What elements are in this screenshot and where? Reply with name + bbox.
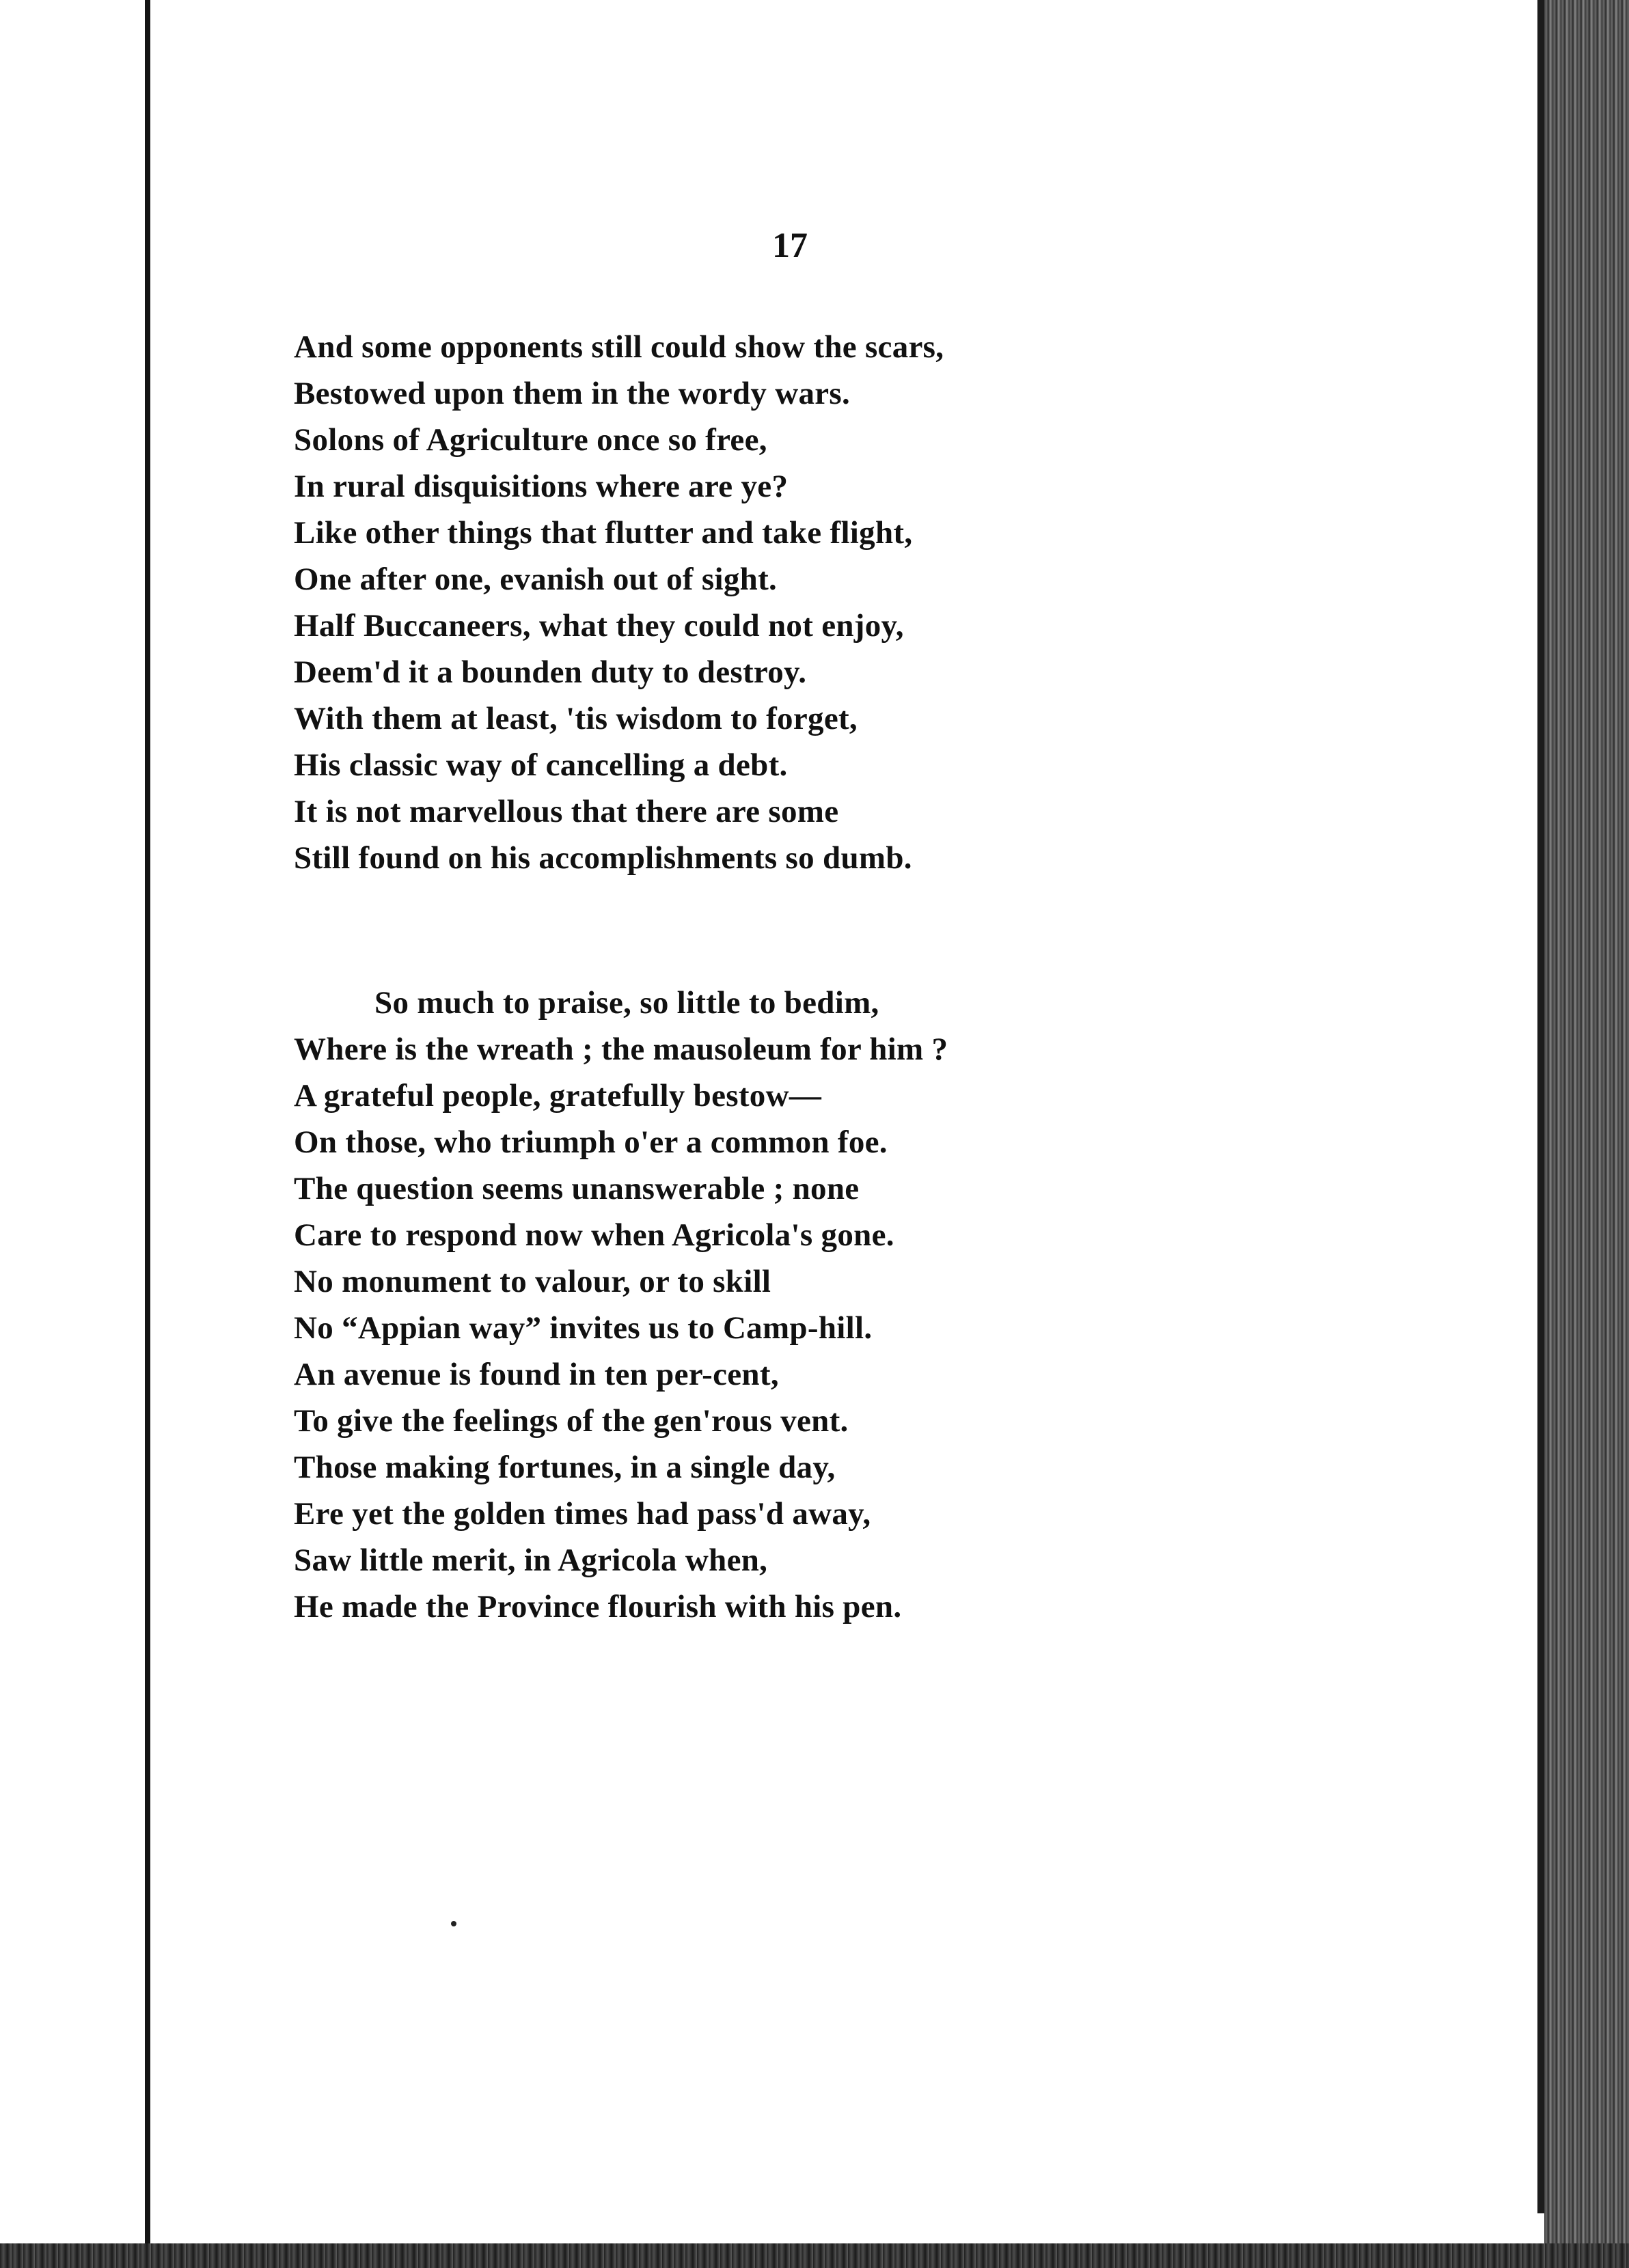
volume-page-edges: [1544, 0, 1629, 2268]
verse-line: No monument to valour, or to skill: [294, 1264, 771, 1299]
ink-speck: [451, 1921, 456, 1926]
page-edge-shadow: [1537, 0, 1544, 2213]
verse-line: Bestowed upon them in the wordy wars.: [294, 376, 851, 411]
verse-line: Care to respond now when Agricola's gone.: [294, 1217, 894, 1253]
verse-line: And some opponents still could show the scars,: [294, 329, 944, 365]
verse-line: To give the feelings of the gen'rous vent.: [294, 1403, 849, 1439]
verse-line: Saw little merit, in Agricola when,: [294, 1543, 768, 1578]
verse-line: In rural disquisitions where are ye?: [294, 469, 789, 504]
verse-line: Ere yet the golden times had pass'd away,: [294, 1496, 871, 1532]
verse-line: Half Buccaneers, what they could not enjoy,: [294, 608, 904, 644]
verse-line: He made the Province flourish with his pen.: [294, 1589, 902, 1624]
stanza-2: [294, 980, 948, 1630]
verse-line: Still found on his accomplishments so dumb.: [294, 840, 912, 876]
verse-line: Solons of Agriculture once so free,: [294, 422, 767, 458]
verse-line: Those making fortunes, in a single day,: [294, 1450, 836, 1485]
page-number: 17: [772, 226, 808, 265]
verse-line: No “Appian way” invites us to Camp-hill.: [294, 1310, 873, 1346]
scan-bottom-edge: [0, 2243, 1629, 2268]
verse-line: On those, who triumph o'er a common foe.: [294, 1124, 888, 1160]
verse-line: The question seems unanswerable ; none: [294, 1171, 860, 1206]
binding-gutter: [0, 0, 150, 2268]
verse-line: It is not marvellous that there are some: [294, 794, 839, 829]
stanza-1: [294, 324, 944, 881]
verse-line: His classic way of cancelling a debt.: [294, 747, 788, 783]
verse-line: Where is the wreath ; the mausoleum for him ?: [294, 1032, 948, 1067]
verse-line: Like other things that flutter and take flight,: [294, 515, 913, 551]
verse-line: An avenue is found in ten per-cent,: [294, 1357, 779, 1392]
verse-line: One after one, evanish out of sight.: [294, 562, 778, 597]
verse-line: A grateful people, gratefully bestow—: [294, 1078, 822, 1114]
verse-line: So much to praise, so little to bedim,: [374, 985, 879, 1021]
verse-line: With them at least, 'tis wisdom to forget,: [294, 701, 858, 736]
verse-line: Deem'd it a bounden duty to destroy.: [294, 654, 807, 690]
